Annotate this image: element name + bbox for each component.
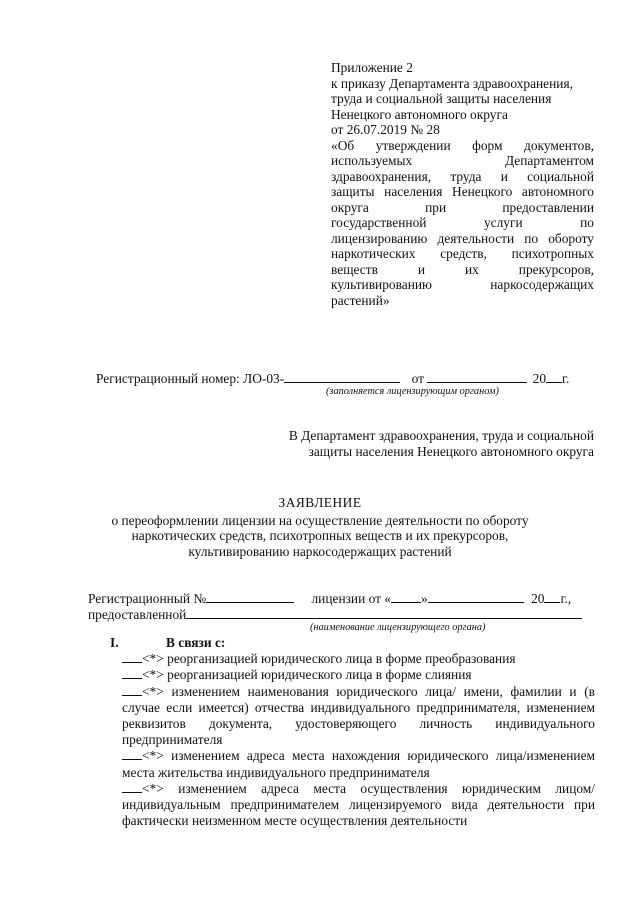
section-heading	[88, 635, 595, 651]
appendix-line: используемых Департаментом	[331, 153, 594, 168]
reason-item	[88, 781, 595, 830]
license-year-prefix: 20	[531, 591, 545, 606]
title-line: наркотических средств, психотропных веществ и их прекурсоров,	[131, 528, 509, 543]
document-title	[56, 495, 584, 559]
appendix-line: округа при предоставлении	[331, 199, 594, 215]
license-issued-label: предоставленной	[88, 607, 187, 622]
registration-year-prefix: 20	[532, 371, 547, 386]
license-month-field[interactable]	[428, 591, 524, 603]
section-one	[88, 635, 595, 829]
appendix-line: растений»	[331, 292, 390, 308]
license-year-field[interactable]	[544, 591, 560, 603]
appendix-line: от 26.07.2019 № 28	[331, 122, 440, 137]
license-number-field[interactable]	[206, 591, 294, 603]
reason-text: <*> изменением наименования юридического лица/ имени, фамилии и (в случае если имеется) отчества индивидуального предпринимателя, изменением реквизитов документа, удостоверяющего личность индивидуального предпринимателя	[122, 683, 595, 748]
section-number: I.	[110, 635, 119, 650]
license-authority-field[interactable]	[186, 607, 582, 619]
reason-item	[88, 684, 595, 749]
reason-item	[88, 748, 595, 780]
title-heading: ЗАЯВЛЕНИЕ	[278, 495, 362, 510]
reason-text: <*> реорганизацией юридического лица в форме слияния	[142, 667, 472, 683]
appendix-line: культивированию наркосодержащих	[331, 277, 594, 292]
registration-from-label: от	[411, 371, 424, 386]
section-title: В связи с:	[166, 635, 226, 650]
appendix-line: Ненецкого автономного округа	[331, 106, 508, 122]
reason-text: <*> изменением адреса места осуществления юридическим лицом/ индивидуальным предпринимателем лицензируемого вида деятельности при фактически неизменном месте осуществления деятельности	[122, 780, 595, 829]
appendix-header	[331, 60, 594, 308]
registration-number-field[interactable]	[284, 371, 400, 383]
appendix-line: лицензированию деятельности по обороту	[331, 230, 594, 246]
license-year-suffix: г.,	[560, 591, 572, 606]
reason-item	[88, 667, 595, 683]
appendix-line: государственной услуги по	[331, 215, 594, 230]
appendix-line: здравоохранения, труда и социальной	[331, 168, 594, 184]
license-authority-note: (наименование лицензирующего органа)	[310, 622, 486, 633]
appendix-line: наркотических средств, психотропных	[331, 246, 594, 261]
license-issued-row	[88, 607, 595, 623]
registration-line	[96, 371, 594, 387]
reason-checkbox-blank[interactable]	[122, 748, 142, 760]
reason-checkbox-blank[interactable]	[122, 651, 142, 663]
reason-checkbox-blank[interactable]	[122, 667, 142, 679]
reason-text: <*> реорганизацией юридического лица в форме преобразования	[142, 651, 516, 667]
registration-label: Регистрационный номер: ЛО-03-	[96, 371, 285, 386]
license-day-field[interactable]	[391, 591, 421, 603]
registration-date-field[interactable]	[427, 371, 527, 383]
registration-note: (заполняется лицензирующим органом)	[326, 386, 499, 397]
license-row	[88, 591, 595, 607]
appendix-line: защиты населения Ненецкого автономного	[331, 184, 594, 199]
registration-year-suffix: г.	[562, 371, 570, 386]
title-line: о переоформлении лицензии на осуществление деятельности по обороту	[111, 512, 529, 528]
reason-text: <*> изменением адреса места нахождения юридического лица/изменением места жительства индивидуального предпринимателя	[122, 748, 595, 780]
title-line: культивированию наркосодержащих растений	[188, 543, 452, 559]
reason-checkbox-blank[interactable]	[122, 781, 142, 793]
addressee	[250, 428, 594, 460]
reason-checkbox-blank[interactable]	[122, 684, 142, 696]
addressee-line: защиты населения Ненецкого автономного округа	[308, 444, 594, 459]
registration-year-field[interactable]	[546, 371, 562, 383]
appendix-line: веществ и их прекурсоров,	[331, 261, 594, 277]
license-registration	[88, 591, 595, 623]
addressee-line: В Департамент здравоохранения, труда и социальной	[288, 428, 594, 443]
appendix-line: Приложение 2	[331, 60, 413, 75]
license-number-label: Регистрационный №	[88, 591, 207, 606]
reason-item	[88, 651, 595, 667]
appendix-line: «Об утверждении форм документов,	[331, 137, 594, 153]
appendix-line: к приказу Департамента здравоохранения,	[331, 75, 573, 91]
license-quote-close: »	[421, 591, 428, 606]
appendix-line: труда и социальной защиты населения	[331, 91, 552, 106]
license-from-label: лицензии от «	[311, 591, 391, 606]
